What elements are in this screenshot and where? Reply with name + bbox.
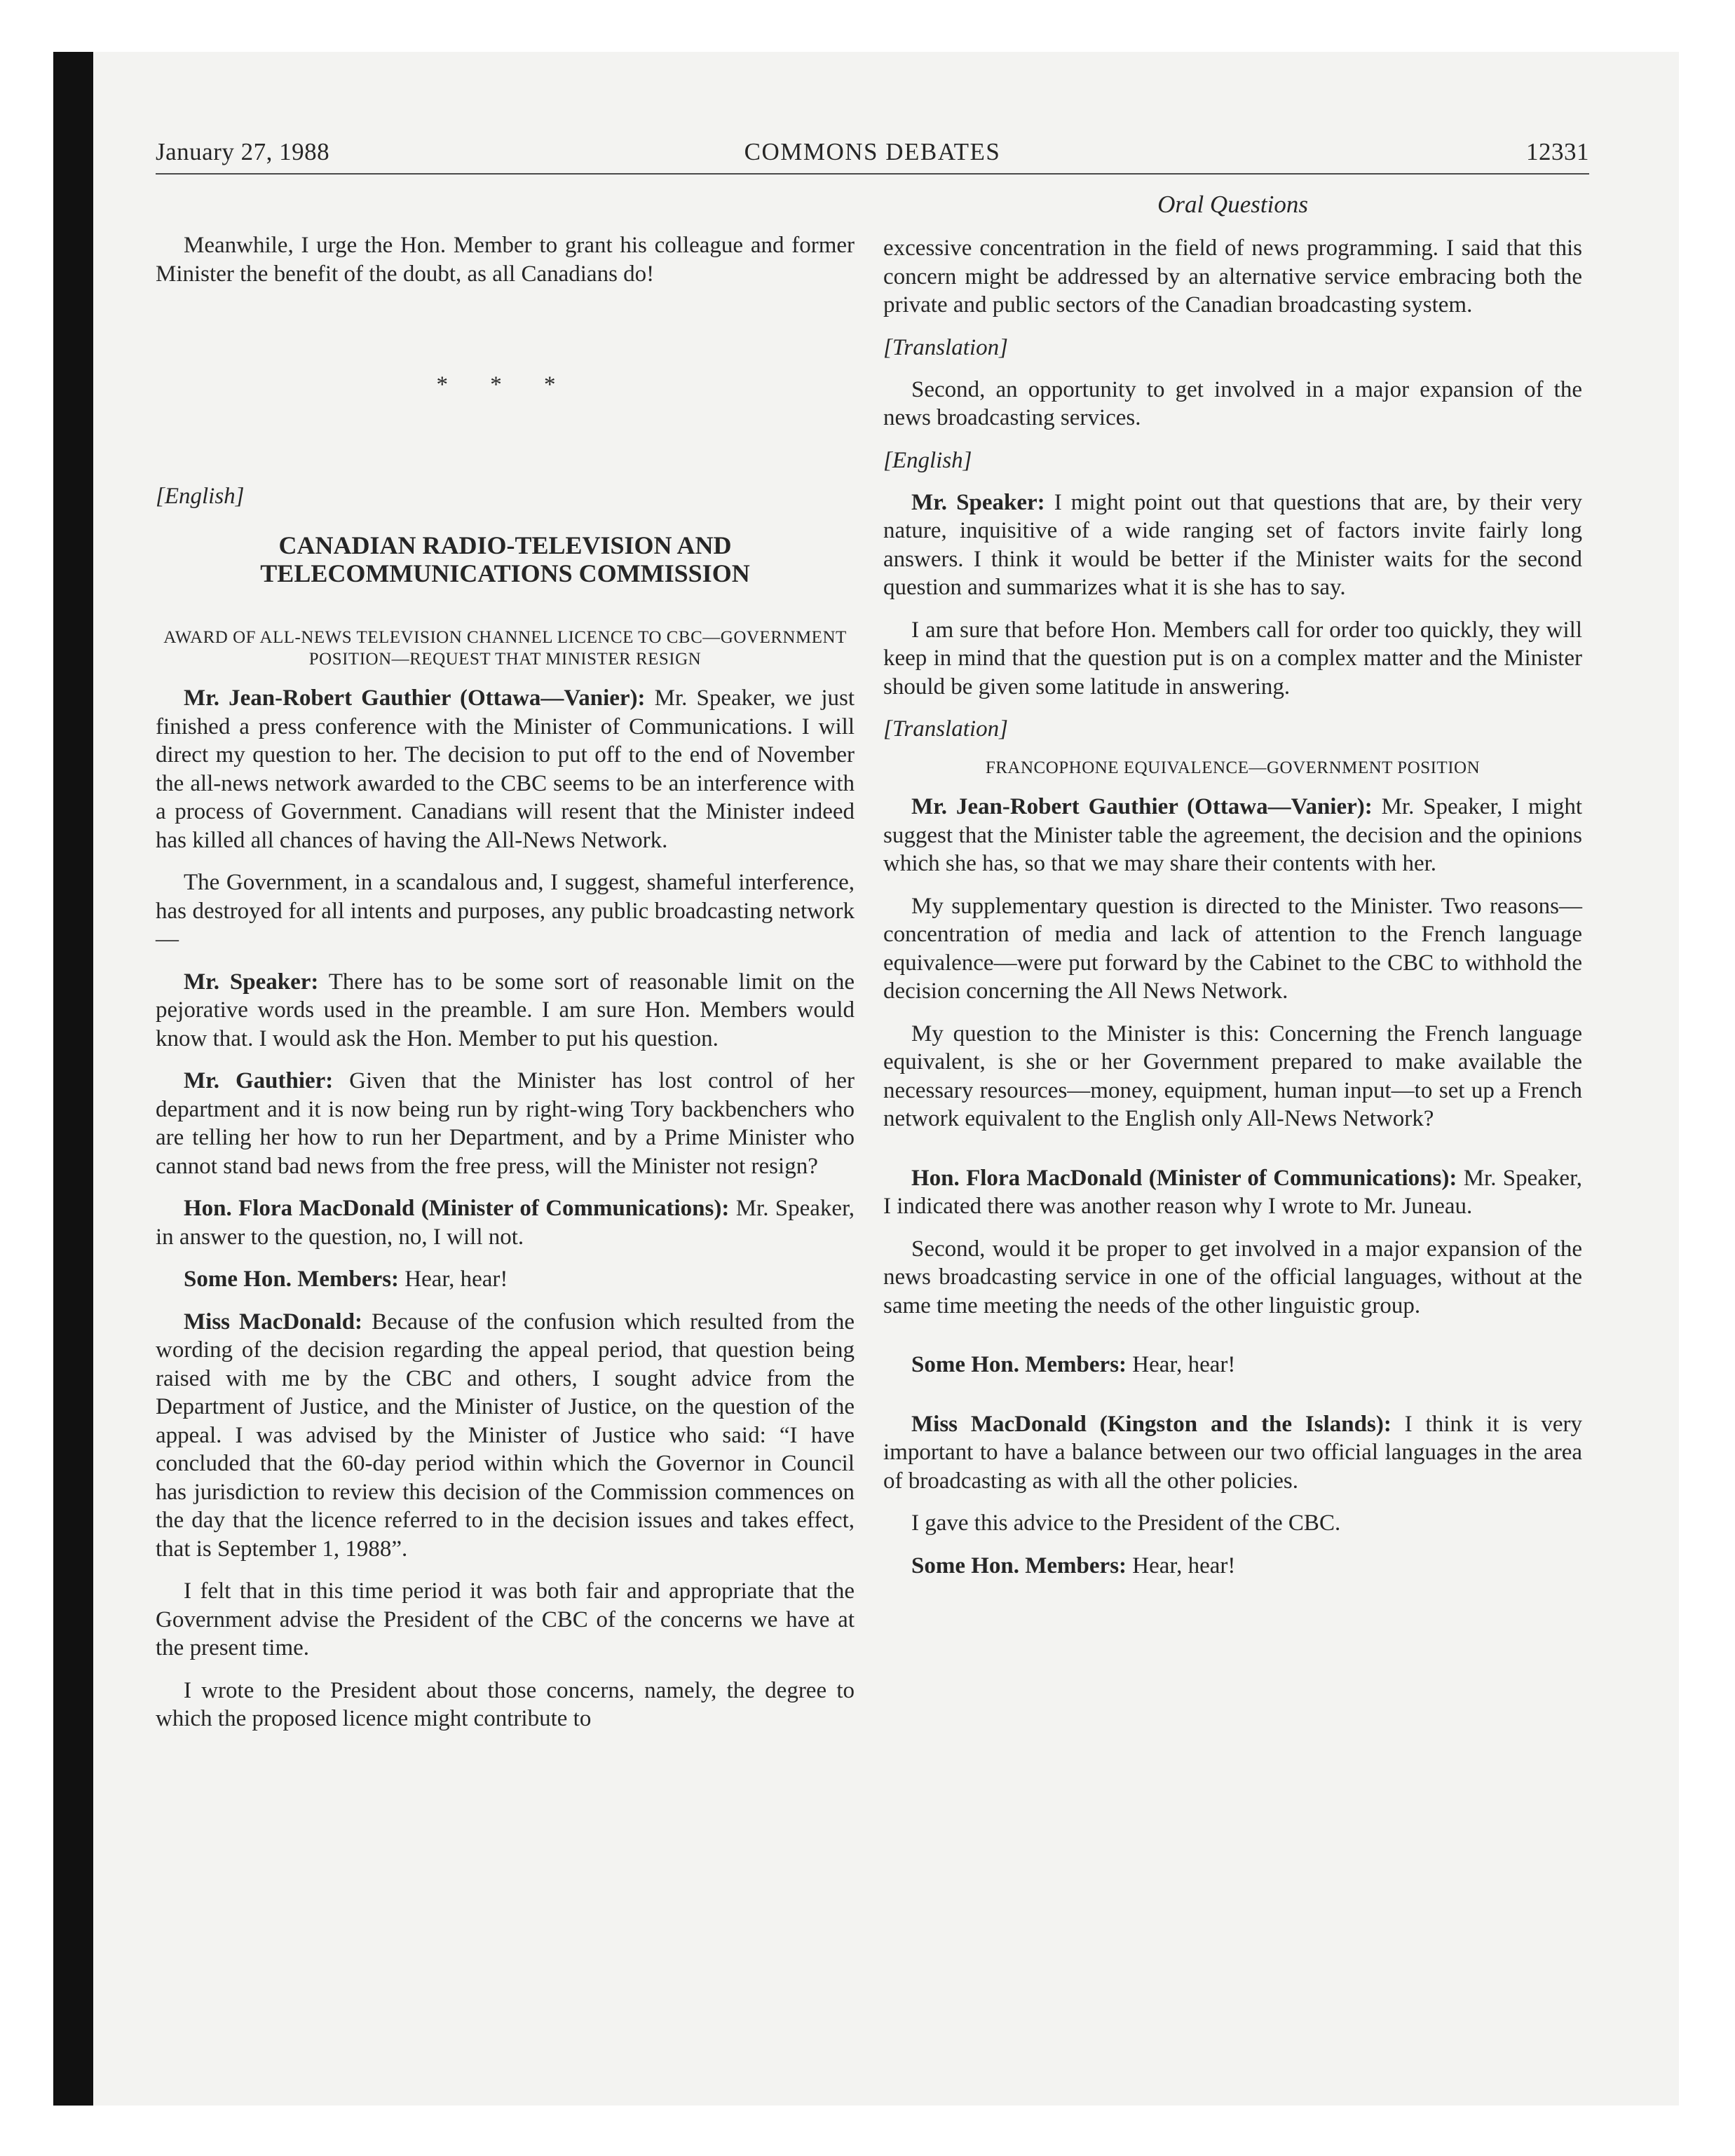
speech-text: Mr. Speaker, I might suggest that the Minister table the agreement, the decision and the opinions which she has, so that we may share their contents with her.	[883, 794, 1583, 876]
section-separator: * * *	[436, 372, 574, 397]
speaker-name: Mr. Gauthier:	[184, 1068, 334, 1093]
paragraph: Second, an opportunity to get involved in a major expansion of the news broadcasting services.	[883, 376, 1582, 430]
speech-paragraph	[156, 1067, 855, 1180]
speaker-name: Miss MacDonald:	[184, 1309, 363, 1335]
paragraph: I am sure that before Hon. Members call for order too quickly, they will keep in mind that the question put is on a complex matter and the Minister should be given some latitude in answering.	[883, 617, 1582, 700]
speech-paragraph	[156, 684, 855, 854]
language-marker: [English]	[883, 447, 972, 473]
section-subheading: AWARD OF ALL-NEWS TELEVISION CHANNEL LICENCE TO CBC—GOVERNMENT POSITION—REQUEST THAT MINISTER RESIGN	[163, 628, 847, 669]
paragraph: excessive concentration in the field of news programming. I said that this concern might be addressed by an alternative service embracing both the private and public sectors of the Canadian broadcasting system.	[883, 236, 1582, 318]
header-date: January 27, 1988	[156, 138, 330, 165]
paragraph: I gave this advice to the President of the CBC.	[911, 1510, 1341, 1536]
speech-text: Mr. Speaker, in answer to the question, no, I will not.	[156, 1196, 855, 1250]
speech-paragraph	[883, 1164, 1582, 1221]
speech-paragraph	[883, 1410, 1582, 1496]
scan-binding-edge	[53, 52, 93, 2106]
speaker-name: Some Hon. Members:	[911, 1553, 1127, 1578]
speech-text: Given that the Minister has lost control of her department and it is now being run by right-wing Tory backbenchers who are telling her how to run her Department, and by a Prime Minister who cannot stand bad news from the free press, will the Minister not resign?	[156, 1068, 855, 1179]
section-heading: CANADIAN RADIO-TELEVISION AND TELECOMMUNICATIONS COMMISSION	[260, 531, 750, 587]
speech-paragraph	[883, 1351, 1582, 1379]
running-head: Oral Questions	[1157, 191, 1308, 218]
speech-text: Mr. Speaker, I indicated there was another reason why I wrote to Mr. Juneau.	[883, 1165, 1582, 1219]
speech-text: Mr. Speaker, we just finished a press conference with the Minister of Communications. I will direct my question to her. The decision to put off to the end of November the all-news network awarded to the CBC seems to be an interference with a process of Government. Canadians will resent that the Minister indeed has killed all chances of having the All-News Network.	[156, 685, 855, 853]
page-header	[156, 135, 1589, 175]
paragraph: I felt that in this time period it was both fair and appropriate that the Government advise the President of the CBC of the concerns we have at the present time.	[156, 1578, 855, 1660]
speaker-name: Some Hon. Members:	[911, 1352, 1127, 1377]
paragraph: Second, would it be proper to get involved in a major expansion of the news broadcasting service in one of the official languages, without at the same time meeting the needs of the other linguistic group.	[883, 1236, 1582, 1318]
speaker-name: Hon. Flora MacDonald (Minister of Communications):	[184, 1196, 730, 1221]
header-publication: COMMONS DEBATES	[744, 138, 1001, 165]
speaker-name: Hon. Flora MacDonald (Minister of Communications):	[911, 1165, 1457, 1191]
language-marker: [Translation]	[883, 334, 1008, 360]
paragraph: My supplementary question is directed to the Minister. Two reasons—concentration of media and lack of attention to the French language equivalence—were put forward by the Cabinet to the CBC to withhold the decision concerning the All News Network.	[883, 893, 1582, 1004]
speech-text: There has to be some sort of reasonable limit on the pejorative words used in the preamble. I am sure Hon. Members would know that. I would ask the Hon. Member to put his question.	[156, 969, 855, 1051]
speaker-name: Mr. Jean-Robert Gauthier (Ottawa—Vanier):	[184, 685, 646, 711]
language-marker: [Translation]	[883, 716, 1008, 742]
speech-paragraph	[156, 1308, 855, 1564]
speaker-name: Miss MacDonald (Kingston and the Islands):	[911, 1411, 1392, 1437]
right-column	[883, 191, 1582, 1580]
speaker-name: Mr. Speaker:	[184, 969, 319, 995]
language-marker: [English]	[156, 484, 245, 509]
speech-text: Hear, hear!	[1127, 1553, 1236, 1578]
speech-text: Because of the confusion which resulted from the wording of the decision regarding the appeal period, that question being raised with me by the CBC and others, I sought advice from the Department of Justice, and the Minister of Justice, on the question of the appeal. I was advised by the Minister of Justice who said: “I have concluded that the 60-day period within which the Governor in Council has jurisdiction to review this decision of the Commission commences on the day that the licence referred to in the decision issues and takes effect, that is September 1, 1988”.	[156, 1309, 855, 1562]
paragraph: The Government, in a scandalous and, I suggest, shameful interference, has destroyed for all intents and purposes, any public broadcasting network—	[156, 870, 855, 952]
header-page-number: 12331	[1526, 138, 1589, 165]
section-subheading: FRANCOPHONE EQUIVALENCE—GOVERNMENT POSITION	[985, 758, 1481, 777]
speech-text: I think it is very important to have a balance between our two official languages in the area of broadcasting as with all the other policies.	[883, 1411, 1582, 1494]
speech-paragraph	[156, 968, 855, 1053]
speaker-name: Mr. Speaker:	[911, 489, 1045, 515]
speaker-name: Mr. Jean-Robert Gauthier (Ottawa—Vanier):	[911, 794, 1373, 819]
speech-paragraph	[883, 1552, 1582, 1581]
speech-text: Hear, hear!	[399, 1267, 508, 1292]
speech-paragraph	[156, 1194, 855, 1251]
paragraph: Meanwhile, I urge the Hon. Member to grant his colleague and former Minister the benefit of the doubt, as all Canadians do!	[156, 233, 855, 287]
speech-text: I might point out that questions that are, by their very nature, inquisitive of a wide ranging set of factors invite fairly long answers. I think it would be better if the Minister waits for the second question and summarizes what it is she has to say.	[883, 489, 1582, 600]
paragraph: My question to the Minister is this: Concerning the French language equivalent, is she or her Government prepared to make available the necessary resources—money, equipment, human input—to set up a French network equivalent to the English only All-News Network?	[883, 1021, 1582, 1131]
speech-paragraph	[156, 1265, 855, 1294]
speaker-name: Some Hon. Members:	[184, 1267, 400, 1292]
paragraph: I wrote to the President about those concerns, namely, the degree to which the proposed licence might contribute to	[156, 1677, 855, 1731]
speech-text: Hear, hear!	[1127, 1352, 1236, 1377]
speech-paragraph	[883, 793, 1582, 878]
left-column	[156, 231, 855, 1733]
speech-paragraph	[883, 489, 1582, 602]
